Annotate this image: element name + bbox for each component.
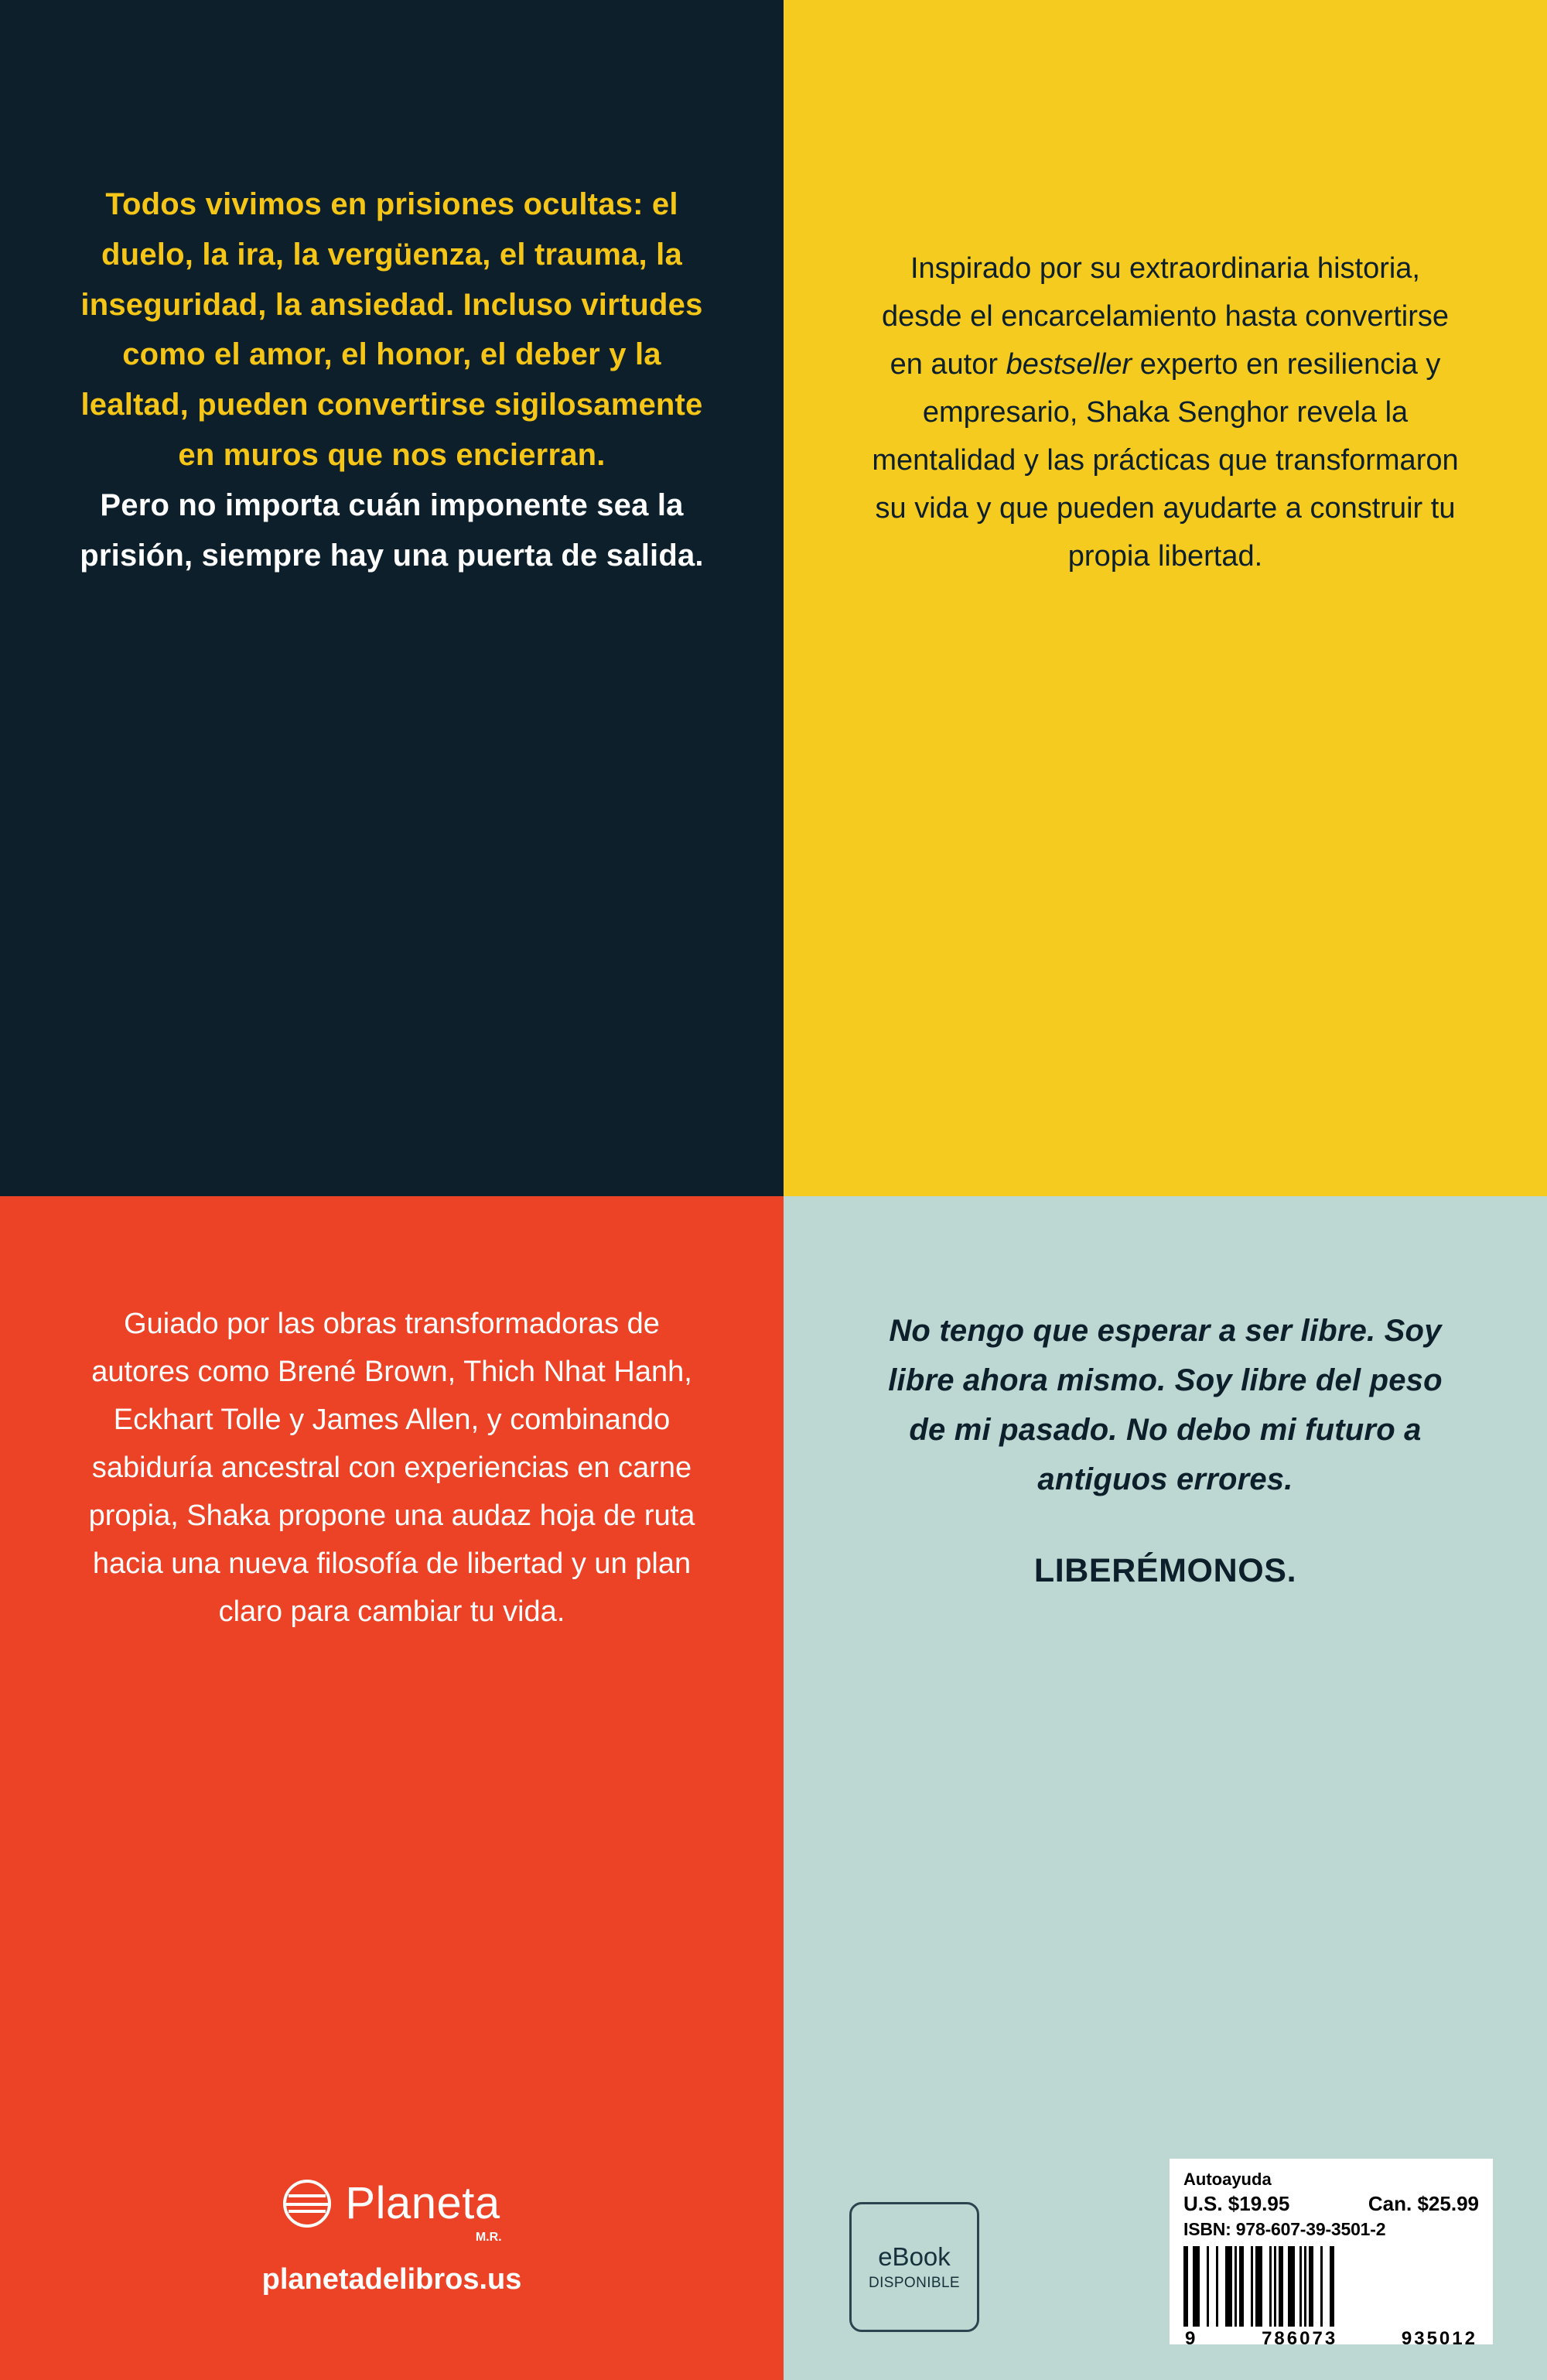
bottom-right-text-block [784,1306,1547,1590]
way-out-paragraph: Pero no importa cuán imponente sea la prisión, siempre hay una puerta de salida. [80,487,704,573]
hidden-prisons-paragraph: Todos vivimos en prisiones ocultas: el duelo, la ira, la vergüenza, el trauma, la inseguridad, la ansiedad. Incluso virtudes como el amor, el honor, el deber y la lealtad, pueden convertirse sigilosamente en muros que nos encierran. [80,187,703,472]
price-us: U.S. $19.95 [1183,2192,1290,2215]
bottom-left-text-block [0,1301,784,1636]
influences-paragraph: Guiado por las obras transformadoras de autores como Brené Brown, Thich Nhat Hanh, Eckhart Tolle y James Allen, y combinando sabiduría ancestral con experiencias en carne propia, Shaka propone una audaz hoja de ruta hacia una nueva filosofía de libertad y un plan claro para cambiar tu vida. [88,1308,695,1628]
barcode-bars [1183,2246,1479,2327]
author-story-part1: Inspirado por su extraordinaria historia, desde el encarcelamiento hasta convertirse en autor [882,252,1449,381]
publisher-name-text: Planeta [345,2178,500,2228]
barcode-digit-left: 9 [1185,2328,1198,2349]
barcode-digits-mid: 786073 [1262,2328,1338,2349]
ebook-badge-line2: DISPONIBLE [868,2275,961,2291]
author-story-part2: experto en resiliencia y empresario, Shaka Senghor revela la mentalidad y las prácticas que transformaron su vida y que pueden ayudarte a construir tu propia libertad. [872,347,1459,573]
top-left-text-block [0,180,784,580]
barcode-block [1170,2159,1493,2349]
isbn-label: ISBN: 978-607-39-3501-2 [1183,2219,1386,2239]
publisher-block [0,2177,784,2296]
callout-liberemonos: LIBERÉMONOS. [1033,1552,1297,1589]
globe-icon [283,2180,331,2228]
author-story-paragraph [869,245,1462,581]
barcode-digits [1183,2328,1479,2350]
ebook-badge-line1: eBook [878,2242,951,2271]
bestseller-italic: bestseller [1006,347,1132,381]
registered-mark-label: M.R. [475,2231,502,2244]
price-canada: Can. $25.99 [1368,2192,1479,2215]
publisher-website[interactable]: planetadelibros.us [261,2263,522,2296]
panel-bottom-right [784,1196,1547,2380]
panel-top-left [0,0,784,1196]
top-right-text-block [784,245,1547,581]
panel-top-right [784,0,1547,1196]
publisher-logo [0,2177,784,2244]
barcode-digits-right: 935012 [1401,2328,1477,2349]
publisher-name [345,2177,502,2244]
book-category: Autoayuda [1183,2170,1272,2189]
panel-bottom-left [0,1196,784,2380]
pull-quote: No tengo que esperar a ser libre. Soy libre ahora mismo. Soy libre del peso de mi pasado. No debo mi futuro a antiguos errores. [888,1314,1443,1496]
price-row [1183,2192,1479,2216]
ebook-available-badge [849,2202,979,2332]
